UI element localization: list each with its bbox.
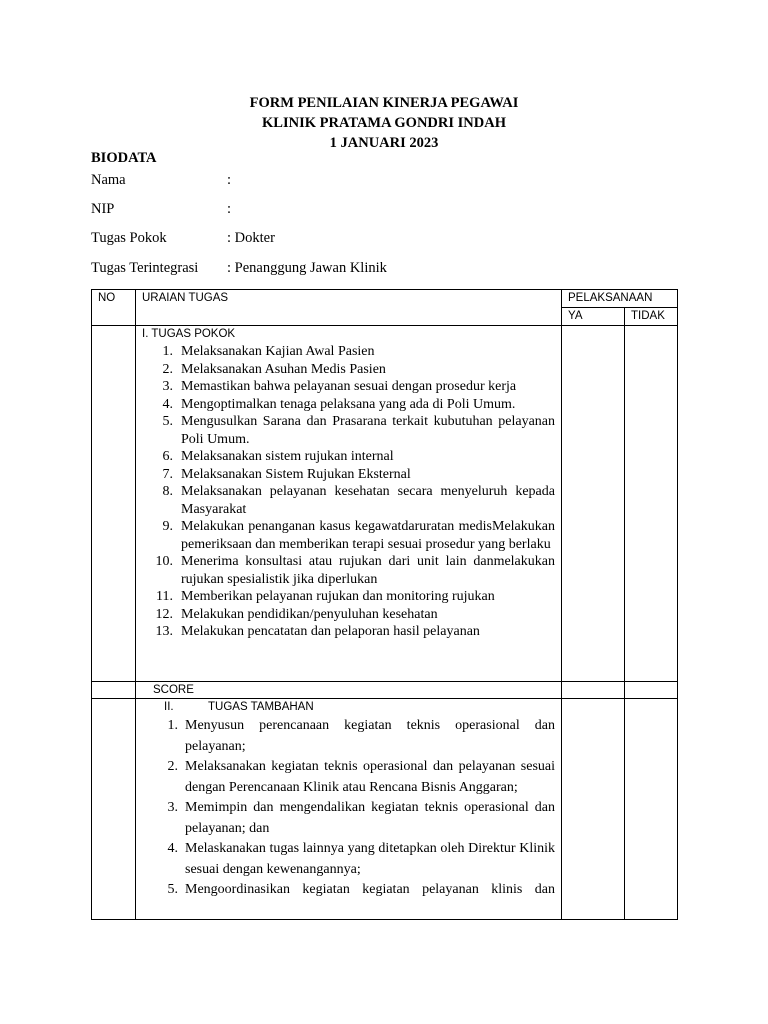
table-col-divider	[624, 307, 625, 920]
section-tugas-tambahan-title: TUGAS TAMBAHAN	[208, 701, 314, 713]
table-border-bottom	[91, 919, 678, 920]
biodata-heading: BIODATA	[91, 150, 157, 166]
col-header-no: NO	[98, 292, 116, 304]
table-border-right	[677, 289, 678, 920]
list-item: 5. Mengusulkan Sarana dan Prasarana terkait kubutuhan pelayanan Poli Umum.	[162, 414, 555, 447]
tugas-tambahan-list	[160, 716, 555, 899]
list-item: 5. Mengoordinasikan kegiatan kegiatan pelayanan klinis dan	[167, 882, 555, 897]
col-header-uraian: URAIAN TUGAS	[142, 292, 229, 304]
field-label-nama: Nama	[91, 172, 126, 188]
section-tugas-pokok-title: I. TUGAS POKOK	[142, 328, 236, 340]
list-item: 7. Melaksanakan Sistem Rujukan Eksternal	[162, 466, 411, 482]
score-label: SCORE	[153, 684, 194, 696]
col-header-pelaksanaan: PELAKSANAAN	[568, 292, 653, 304]
form-date: 1 JANUARI 2023	[329, 135, 439, 151]
field-label-nip: NIP	[91, 201, 115, 217]
list-item: 13. Melakukan pencatatan dan pelaporan hasil pelayanan	[155, 624, 480, 639]
field-label-tugas-terintegrasi: Tugas Terintegrasi	[91, 260, 199, 276]
table-col-divider	[135, 289, 136, 920]
field-label-tugas-pokok: Tugas Pokok	[91, 230, 167, 246]
list-item: 4. Melaskanakan tugas lainnya yang ditetapkan oleh Direktur Klinik sesuai dengan kewenangannya;	[167, 841, 555, 877]
list-item: 2. Melaksanakan Asuhan Medis Pasien	[162, 361, 386, 377]
list-item: 11. Memberikan pelayanan rujukan dan monitoring rujukan	[156, 589, 495, 604]
list-item: 3. Memastikan bahwa pelayanan sesuai dengan prosedur kerja	[162, 379, 517, 394]
field-value-tugas-terintegrasi: : Penanggung Jawan Klinik	[227, 260, 387, 276]
col-header-tidak: TIDAK	[631, 310, 665, 322]
list-item: 1. Menyusun perencanaan kegiatan teknis operasional dan pelayanan;	[167, 718, 555, 754]
tugas-pokok-list	[137, 343, 555, 641]
table-subheader-line	[561, 307, 678, 308]
clinic-name: KLINIK PRATAMA GONDRI INDAH	[262, 115, 506, 131]
section-tugas-tambahan-number: II.	[164, 701, 174, 713]
table-row-divider	[91, 681, 678, 682]
list-item: 8. Melaksanakan pelayanan kesehatan secara menyeluruh kepada Masyarakat	[162, 484, 555, 517]
table-header-bottom	[91, 325, 678, 326]
col-header-ya: YA	[568, 310, 583, 322]
list-item: 2. Melaksanakan kegiatan teknis operasional dan pelayanan sesuai dengan Perencanaan Klinik atau Rencana Bisnis Anggaran;	[167, 759, 555, 795]
table-border-left	[91, 289, 92, 920]
list-item: 1. Melaksanakan Kajian Awal Pasien	[162, 344, 375, 359]
table-row-divider	[91, 698, 678, 699]
field-value-nama: :	[227, 172, 232, 188]
list-item: 9. Melakukan penanganan kasus kegawatdaruratan medisMelakukan pemeriksaan dan memberikan terapi sesuai prosedur yang berlaku	[162, 519, 555, 552]
form-title: FORM PENILAIAN KINERJA PEGAWAI	[249, 95, 519, 111]
table-border-top	[91, 289, 678, 290]
list-item: 12. Melakukan pendidikan/penyuluhan kesehatan	[155, 606, 438, 622]
list-item: 3. Memimpin dan mengendalikan kegiatan teknis operasional dan pelayanan; dan	[167, 800, 555, 836]
list-item: 10. Menerima konsultasi atau rujukan dari unit lain danmelakukan rujukan spesialistik jika diperlukan	[155, 554, 555, 587]
list-item: 6. Melaksanakan sistem rujukan internal	[162, 449, 394, 464]
list-item: 4. Mengoptimalkan tenaga pelaksana yang ada di Poli Umum.	[162, 396, 516, 412]
table-col-divider	[561, 289, 562, 920]
field-value-nip: :	[227, 201, 232, 217]
field-value-tugas-pokok: : Dokter	[227, 230, 275, 246]
